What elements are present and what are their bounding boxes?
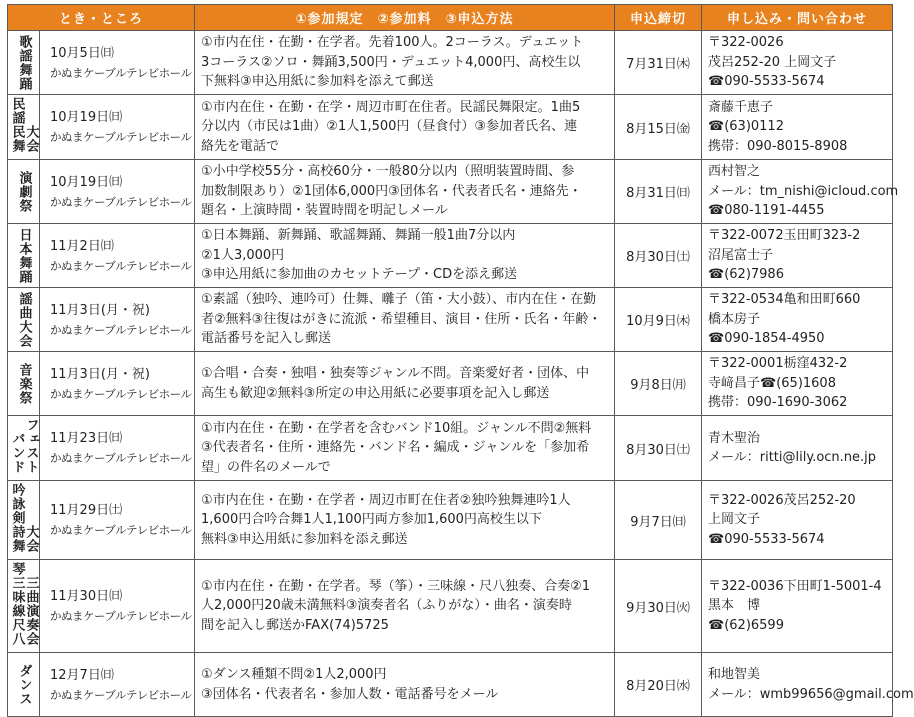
deadline-cell: 9月8日㈪ [615, 352, 702, 416]
contact-line: メール：ritti@lily.ocn.ne.jp [708, 450, 877, 465]
event-date: 11月3日(月・祝) [50, 366, 150, 382]
rules-line: ①市内在住・在勤・在学者。琴（筝）・三味線・尺八独奏、合奏②1 [201, 578, 591, 594]
contact-cell [702, 653, 914, 717]
deadline-cell: 7月31日㈭ [615, 31, 702, 95]
contact-line: ☎(63)0112 [708, 119, 784, 135]
contact-line: 和地智美 [708, 667, 761, 682]
rules-cell [195, 352, 615, 416]
event-venue: かぬまケーブルテレビホール [50, 194, 192, 209]
rules-cell [195, 224, 615, 288]
when-where-cell [40, 560, 195, 653]
table-row [8, 352, 893, 416]
contact-line: 寺﨑昌子☎(65)1608 [708, 375, 836, 391]
rules-cell [195, 416, 615, 481]
contact-line: 上岡文子 [708, 512, 761, 528]
deadline-cell: 8月30日㈯ [615, 224, 702, 288]
event-name: 大会 [23, 525, 39, 553]
contact-line: 黒本 博 [708, 598, 761, 614]
table-row [8, 481, 893, 560]
contact-line: 〒322-0001栃窪432-2 [708, 356, 848, 372]
event-name: 吟詠剣詩舞 [9, 483, 25, 553]
event-venue: かぬまケーブルテレビホール [50, 451, 192, 465]
rules-line: ①市内在住・在勤・在学者・周辺市町在住者②独吟独舞連吟1人 [201, 492, 571, 508]
when-where-cell [40, 352, 195, 416]
event-name-cell [8, 653, 40, 717]
contact-line: ☎090-5533-5674 [708, 531, 825, 547]
contact-line: ☎090-1854-4950 [708, 331, 825, 347]
header-rules: ①参加規定 ②参加料 ③申込方法 [195, 5, 615, 31]
event-date: 10月19日㈰ [50, 110, 123, 125]
rules-cell [195, 95, 615, 160]
event-name-cell [8, 416, 40, 481]
contact-cell [702, 560, 893, 653]
event-name: 三曲演奏会 [23, 576, 39, 646]
rules-line: ①市内在住・在勤・在学・周辺市町在住者。民謡民舞限定。1曲5 [201, 99, 581, 115]
contact-line: 茂呂252-20 上岡文子 [708, 54, 837, 70]
event-venue: かぬまケーブルテレビホール [50, 322, 192, 337]
event-name-cell [8, 224, 40, 288]
event-name-cell [8, 352, 40, 416]
event-name-cell [8, 288, 40, 352]
contact-line: 〒322-0534亀和田町660 [708, 292, 861, 308]
event-name: 日本舞踊 [16, 227, 32, 284]
event-name: 琴三味線尺八 [9, 562, 25, 646]
deadline-cell: 8月31日㈰ [615, 160, 702, 224]
rules-line: ①市内在住・在勤・在学者を含むバンド10組。ジャンル不問②無料 [201, 420, 592, 436]
contact-cell [702, 288, 893, 352]
contact-cell [702, 352, 893, 416]
event-venue: かぬまケーブルテレビホール [50, 65, 192, 80]
event-venue: かぬまケーブルテレビホール [50, 258, 192, 273]
rules-line: 題名・上演時間・装置時間を明記しメール [201, 203, 448, 219]
rules-line: 者②無料③往復はがきに流派・希望種目、演目・住所・氏名・年齢・ [201, 311, 602, 327]
event-date: 11月2日㈰ [50, 238, 114, 254]
contact-cell [702, 31, 893, 95]
rules-cell [195, 481, 615, 560]
rules-line: 電話番号を記入し郵送 [201, 331, 332, 347]
when-where-cell [40, 416, 195, 481]
deadline-cell: 9月7日㈰ [615, 481, 702, 560]
table-body [8, 31, 914, 717]
contact-cell [702, 224, 893, 288]
when-where-cell [40, 481, 195, 560]
contact-line: 携帯：090-1690-3062 [708, 395, 848, 411]
when-where-cell [40, 653, 195, 717]
rules-line: 無料③申込用紙に参加料を添え郵送 [201, 531, 408, 547]
event-date: 10月19日㈰ [50, 174, 123, 190]
when-where-cell [40, 31, 195, 95]
event-name: 謡曲大会 [16, 291, 32, 348]
rules-line: 間を記入し郵送かFAX(74)5725 [201, 617, 389, 633]
table-row [8, 288, 893, 352]
event-name: 演劇祭 [16, 170, 32, 213]
rules-line: 望」の件名のメールで [201, 459, 331, 475]
contact-cell [702, 481, 893, 560]
contact-line: メール：wmb99656@gmail.com [708, 686, 914, 702]
deadline-cell: 8月20日㈬ [615, 653, 702, 717]
event-date: 12月7日㈰ [50, 667, 114, 683]
event-venue: かぬまケーブルテレビホール [50, 687, 192, 702]
event-name: 音楽祭 [16, 362, 32, 405]
rules-line: ③団体名・代表者名・参加人数・電話番号をメール [201, 686, 499, 702]
contact-line: ☎(62)7986 [708, 267, 784, 283]
contact-line: 斎藤千恵子 [708, 99, 774, 115]
table-row [8, 224, 893, 288]
rules-line: ②1人3,000円 [201, 247, 285, 263]
contact-line: メール：tm_nishi@icloud.com [708, 183, 899, 199]
table-row [8, 31, 893, 95]
event-date: 11月30日㈰ [50, 589, 123, 604]
table-row [8, 95, 893, 160]
events-table [7, 4, 914, 717]
header-contact: 申し込み・問い合わせ [702, 5, 893, 31]
event-name-cell [8, 481, 40, 560]
deadline-cell: 8月30日㈯ [615, 416, 702, 481]
contact-line: 携帯：090-8015-8908 [708, 138, 848, 154]
event-name: 民謡民舞 [9, 97, 25, 153]
contact-line: ☎090-5533-5674 [708, 74, 825, 90]
rules-line: 分以内（市民は1曲）②1人1,500円（昼食付）③参加者氏名、連 [201, 119, 578, 135]
event-name-cell [8, 31, 40, 95]
contact-line: 〒322-0026 [708, 35, 784, 51]
event-date: 11月29日㈯ [50, 503, 123, 518]
when-where-cell [40, 288, 195, 352]
rules-line: 下無料③申込用紙に参加料を添えて郵送 [201, 74, 434, 90]
event-venue: かぬまケーブルテレビホール [50, 130, 192, 144]
event-name-cell [8, 160, 40, 224]
event-date: 10月5日㈰ [50, 45, 114, 61]
when-where-cell [40, 224, 195, 288]
rules-line: ①素謡（独吟、連吟可）仕舞、囃子（笛・大小鼓）、市内在住・在勤 [201, 292, 597, 308]
contact-line: 〒322-0026茂呂252-20 [708, 492, 856, 508]
deadline-cell: 10月9日㈭ [615, 288, 702, 352]
rules-cell [195, 653, 615, 717]
rules-line: 絡先を電話で [201, 138, 280, 154]
when-where-cell [40, 160, 195, 224]
contact-cell [702, 95, 893, 160]
event-name: フェスト [23, 418, 39, 474]
rules-line: ①市内在住・在勤・在学者。先着100人。2コーラス。デュエット [201, 35, 584, 51]
table-row [8, 653, 893, 717]
rules-line: 高生も歓迎②無料③所定の申込用紙に必要事項を記入し郵送 [201, 385, 550, 401]
event-name: 大会 [23, 125, 39, 153]
rules-line: 3コーラス②ソロ・舞踊3,500円・デュエット4,000円、高校生以 [201, 54, 581, 70]
contact-cell [702, 160, 899, 224]
contact-line: 橋本房子 [708, 311, 761, 327]
event-name: バンド [9, 432, 25, 474]
contact-line: ☎(62)6599 [708, 617, 784, 633]
deadline-cell: 8月15日㈮ [615, 95, 702, 160]
rules-line: ③代表者名・住所・連絡先・バンド名・編成・ジャンルを「参加希 [201, 440, 590, 456]
rules-cell [195, 560, 615, 653]
contact-line: 沼尾富士子 [708, 247, 774, 263]
rules-line: 1,600円合吟合舞1人1,100円両方参加1,600円高校生以下 [201, 512, 542, 528]
rules-line: ①小中学校55分・高校60分・一般80分以内（照明装置時間、参 [201, 164, 575, 180]
when-where-cell [40, 95, 195, 160]
contact-line: ☎080-1191-4455 [708, 203, 825, 219]
rules-line: ①ダンス種類不問②1人2,000円 [201, 667, 387, 682]
event-venue: かぬまケーブルテレビホール [50, 386, 192, 401]
rules-cell [195, 31, 615, 95]
event-date: 11月3日(月・祝) [50, 302, 150, 318]
event-name-cell [8, 95, 40, 160]
contact-line: 〒322-0036下田町1-5001-4 [708, 578, 882, 594]
deadline-cell: 9月30日㈫ [615, 560, 702, 653]
rules-cell [195, 288, 615, 352]
event-name: ダンス [16, 663, 32, 706]
rules-line: ③申込用紙に参加曲のカセットテープ・CDを添え郵送 [201, 267, 518, 283]
header-deadline: 申込締切 [615, 5, 702, 31]
header-when-where: とき・ところ [8, 5, 195, 31]
rules-line: 加数制限あり）②1団体6,000円③団体名・代表者氏名・連絡先・ [201, 183, 582, 199]
contact-line: 青木聖治 [708, 430, 761, 446]
contact-line: 〒322-0072玉田町323-2 [708, 228, 861, 244]
event-venue: かぬまケーブルテレビホール [50, 609, 192, 623]
rules-line: ①合唱・合奏・独唱・独奏等ジャンル不問。音楽愛好者・団体、中 [201, 366, 590, 381]
event-name-cell [8, 560, 40, 653]
event-venue: かぬまケーブルテレビホール [50, 523, 192, 537]
rules-cell [195, 160, 615, 224]
table-row [8, 560, 893, 653]
contact-line: 西村智之 [708, 164, 761, 180]
contact-cell [702, 416, 893, 481]
event-date: 11月23日㈰ [50, 431, 123, 446]
table-row [8, 416, 893, 481]
rules-line: 人2,000円20歳未満無料③演奏者名（ふりがな）・曲名・演奏時 [201, 598, 572, 614]
event-name: 歌謡舞踊 [16, 34, 32, 91]
header-row [8, 5, 893, 31]
table-row [8, 160, 893, 224]
rules-line: ①日本舞踊、新舞踊、歌謡舞踊、舞踊一般1曲7分以内 [201, 228, 516, 244]
